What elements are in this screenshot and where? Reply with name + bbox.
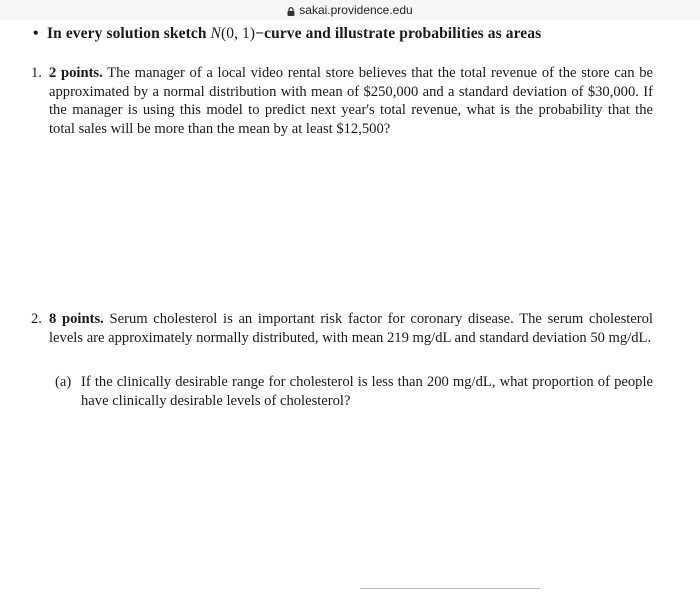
problem-points: 8 points. <box>49 311 104 327</box>
instruction-math-args: (0, 1) <box>221 25 256 42</box>
part-text: If the clinically desirable range for cholesterol is less than 200 mg/dL, what proportion of people have clinically desirable levels of cholesterol? <box>81 374 653 409</box>
instruction-suffix: −curve and illustrate probabilities as areas <box>255 25 542 42</box>
problem-2-part-a <box>55 373 653 410</box>
url-text: sakai.providence.edu <box>299 3 413 17</box>
problem-number: 1. <box>31 65 42 81</box>
part-label: (a) <box>55 374 72 390</box>
instruction-prefix: In every solution sketch <box>47 25 211 42</box>
problem-points: 2 points. <box>49 65 103 81</box>
problem-text: The manager of a local video rental store believes that the total revenue of the store can be approximated by a normal distribution with mean of $250,000 and a standard deviation of $30,000. If the manager is using this model to predict next year's total revenue, what is the probability that the total sales will be more than the mean by at least $12,500? <box>49 65 653 137</box>
problem-number: 2. <box>31 311 42 327</box>
instruction-math-n: N <box>210 25 221 42</box>
lock-icon <box>287 7 295 16</box>
problem-2 <box>31 310 653 347</box>
problem-1 <box>31 64 653 138</box>
address-bar[interactable] <box>0 0 700 20</box>
bullet-icon: • <box>33 25 39 42</box>
instruction-line <box>33 25 541 43</box>
problem-text: Serum cholesterol is an important risk factor for coronary disease. The serum cholesterol levels are approximately normally distributed, with mean 219 mg/dL and standard deviation 50 mg/dL. <box>49 311 653 346</box>
divider <box>360 588 540 589</box>
